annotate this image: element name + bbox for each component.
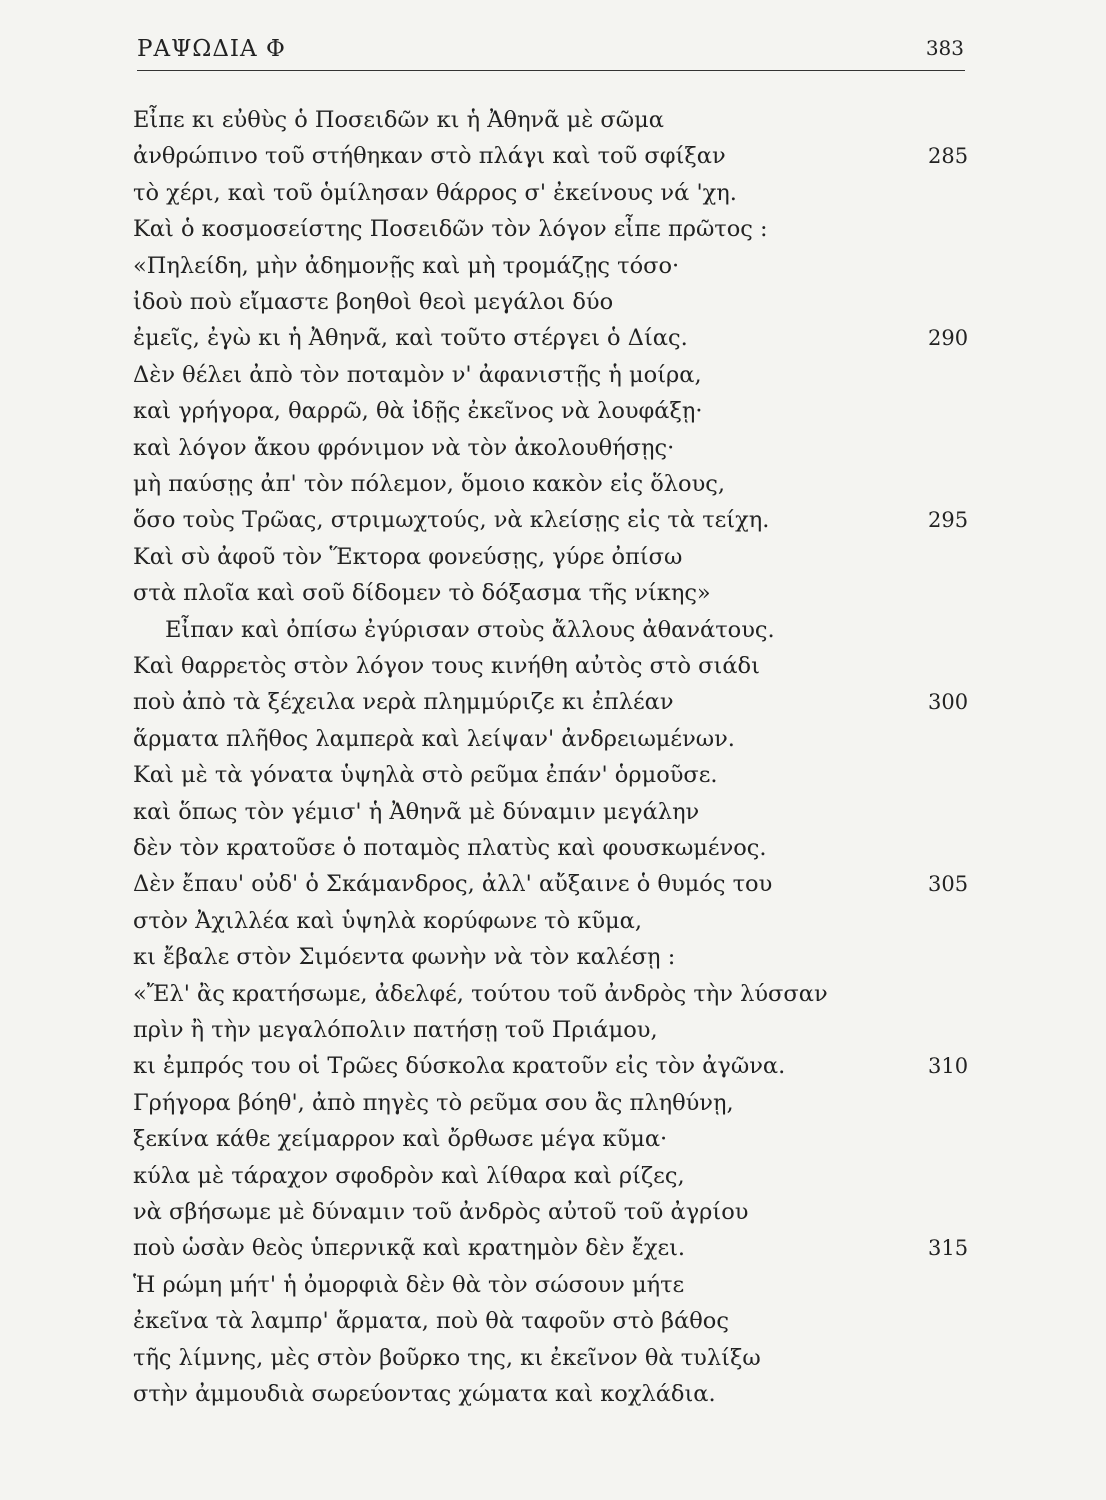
line-number: 315: [928, 1236, 969, 1260]
verse-line: δὲν τὸν κρατοῦσε ὁ ποταμὸς πλατὺς καὶ φουσκωμένος.: [133, 835, 767, 861]
line-number: 295: [928, 508, 969, 532]
verse-line: ἰδοὺ ποὺ εἴμαστε βοηθοὶ θεοὶ μεγάλοι δύο: [133, 289, 614, 315]
verse-line: καὶ λόγον ἄκου φρόνιμον νὰ τὸν ἀκολουθήσῃς·: [133, 435, 675, 461]
verse-line: ἀνθρώπινο τοῦ στήθηκαν στὸ πλάγι καὶ τοῦ σφίξαν: [133, 143, 726, 169]
verse-line: πρὶν ἢ τὴν μεγαλόπολιν πατήσῃ τοῦ Πριάμου,: [133, 1017, 658, 1043]
verse-line: καὶ γρήγορα, θαρρῶ, θὰ ἰδῇς ἐκεῖνος νὰ λουφάξῃ·: [133, 398, 703, 424]
verse-line: νὰ σβήσωμε μὲ δύναμιν τοῦ ἀνδρὸς αὐτοῦ τοῦ ἀγρίου: [133, 1199, 749, 1225]
verse-line: ξεκίνα κάθε χείμαρρον καὶ ὄρθωσε μέγα κῦμα·: [133, 1126, 668, 1152]
line-number: 290: [928, 326, 969, 350]
verse-line: «Πηλείδη, μὴν ἀδημονῇς καὶ μὴ τρομάζῃς τόσο·: [133, 253, 680, 279]
line-number: 300: [928, 690, 969, 714]
verse-line: κύλα μὲ τάραχον σφοδρὸν καὶ λίθαρα καὶ ρίζες,: [133, 1163, 685, 1189]
verse-line: τὸ χέρι, καὶ τοῦ ὁμίλησαν θάρρος σ' ἐκείνους νά 'χη.: [133, 180, 737, 206]
verse-line: Γρήγορα βόηθ', ἀπὸ πηγὲς τὸ ρεῦμα σου ἂς πληθύνῃ,: [133, 1090, 734, 1116]
verse-line: ποὺ ὡσὰν θεὸς ὑπερνικᾷ καὶ κρατημὸν δὲν ἔχει.: [133, 1235, 686, 1261]
page-number: 383: [925, 36, 964, 60]
verse-line: ἅρματα πλῆθος λαμπερὰ καὶ λείψαν' ἀνδρειωμένων.: [133, 726, 735, 752]
verse-line: Δὲν ἔπαυ' οὐδ' ὁ Σκάμανδρος, ἀλλ' αὔξαινε ὁ θυμός του: [133, 871, 773, 897]
verse-line: μὴ παύσῃς ἀπ' τὸν πόλεμον, ὅμοιο κακὸν εἰς ὅλους,: [133, 471, 725, 497]
verse-line: στὴν ἀμμουδιὰ σωρεύοντας χώματα καὶ κοχλάδια.: [133, 1381, 716, 1407]
verse-line: στὸν Ἀχιλλέα καὶ ὑψηλὰ κορύφωνε τὸ κῦμα,: [133, 908, 643, 934]
verse-line: «Ἔλ' ἂς κρατήσωμε, ἀδελφέ, τούτου τοῦ ἀνδρὸς τὴν λύσσαν: [133, 981, 828, 1007]
verse-line: Καὶ σὺ ἀφοῦ τὸν Ἕκτορα φονεύσῃς, γύρε ὀπίσω: [133, 544, 683, 570]
verse-line: ὅσο τοὺς Τρῶας, στριμωχτούς, νὰ κλείσῃς εἰς τὰ τείχη.: [133, 507, 770, 533]
verse-line: κι ἐμπρός του οἱ Τρῶες δύσκολα κρατοῦν εἰς τὸν ἀγῶνα.: [133, 1053, 786, 1079]
verse-line: Καὶ θαρρετὸς στὸν λόγον τους κινήθη αὐτὸς στὸ σιάδι: [133, 653, 760, 679]
verse-line: Δὲν θέλει ἀπὸ τὸν ποταμὸν ν' ἀφανιστῇς ἡ μοίρα,: [133, 362, 702, 388]
verse-line: ἐμεῖς, ἐγὼ κι ἡ Ἀθηνᾶ, καὶ τοῦτο στέργει ὁ Δίας.: [133, 325, 688, 351]
verse-line: Ἡ ρώμη μήτ' ἡ ὀμορφιὰ δὲν θὰ τὸν σώσουν μήτε: [133, 1272, 685, 1298]
verse-line: Καὶ μὲ τὰ γόνατα ὑψηλὰ στὸ ρεῦμα ἐπάν' ὁρμοῦσε.: [133, 762, 718, 788]
verse-line: καὶ ὅπως τὸν γέμισ' ἡ Ἀθηνᾶ μὲ δύναμιν μεγάλην: [133, 799, 700, 825]
verse-line: ποὺ ἀπὸ τὰ ξέχειλα νερὰ πλημμύριζε κι ἐπλέαν: [133, 689, 674, 715]
verse-line: Καὶ ὁ κοσμοσείστης Ποσειδῶν τὸν λόγον εἶπε πρῶτος :: [133, 216, 768, 242]
line-number: 305: [928, 872, 969, 896]
verse-line: τῆς λίμνης, μὲς στὸν βοῦρκο της, κι ἐκεῖνον θὰ τυλίξω: [133, 1345, 761, 1371]
verse-line: στὰ πλοῖα καὶ σοῦ δίδομεν τὸ δόξασμα τῆς νίκης»: [133, 580, 711, 606]
verse-line: Εἶπαν καὶ ὀπίσω ἐγύρισαν στοὺς ἄλλους ἀθανάτους.: [165, 617, 775, 643]
verse-line: ἐκεῖνα τὰ λαμπρ' ἅρματα, ποὺ θὰ ταφοῦν στὸ βάθος: [133, 1308, 729, 1334]
line-number: 285: [928, 144, 969, 168]
verse-line: κι ἔβαλε στὸν Σιμόεντα φωνὴν νὰ τὸν καλέσῃ :: [133, 944, 676, 970]
running-header: ΡΑΨΩΔΙΑ Φ: [137, 36, 286, 62]
verse-line: Εἶπε κι εὐθὺς ὁ Ποσειδῶν κι ἡ Ἀθηνᾶ μὲ σῶμα: [133, 107, 664, 133]
line-number: 310: [928, 1054, 969, 1078]
